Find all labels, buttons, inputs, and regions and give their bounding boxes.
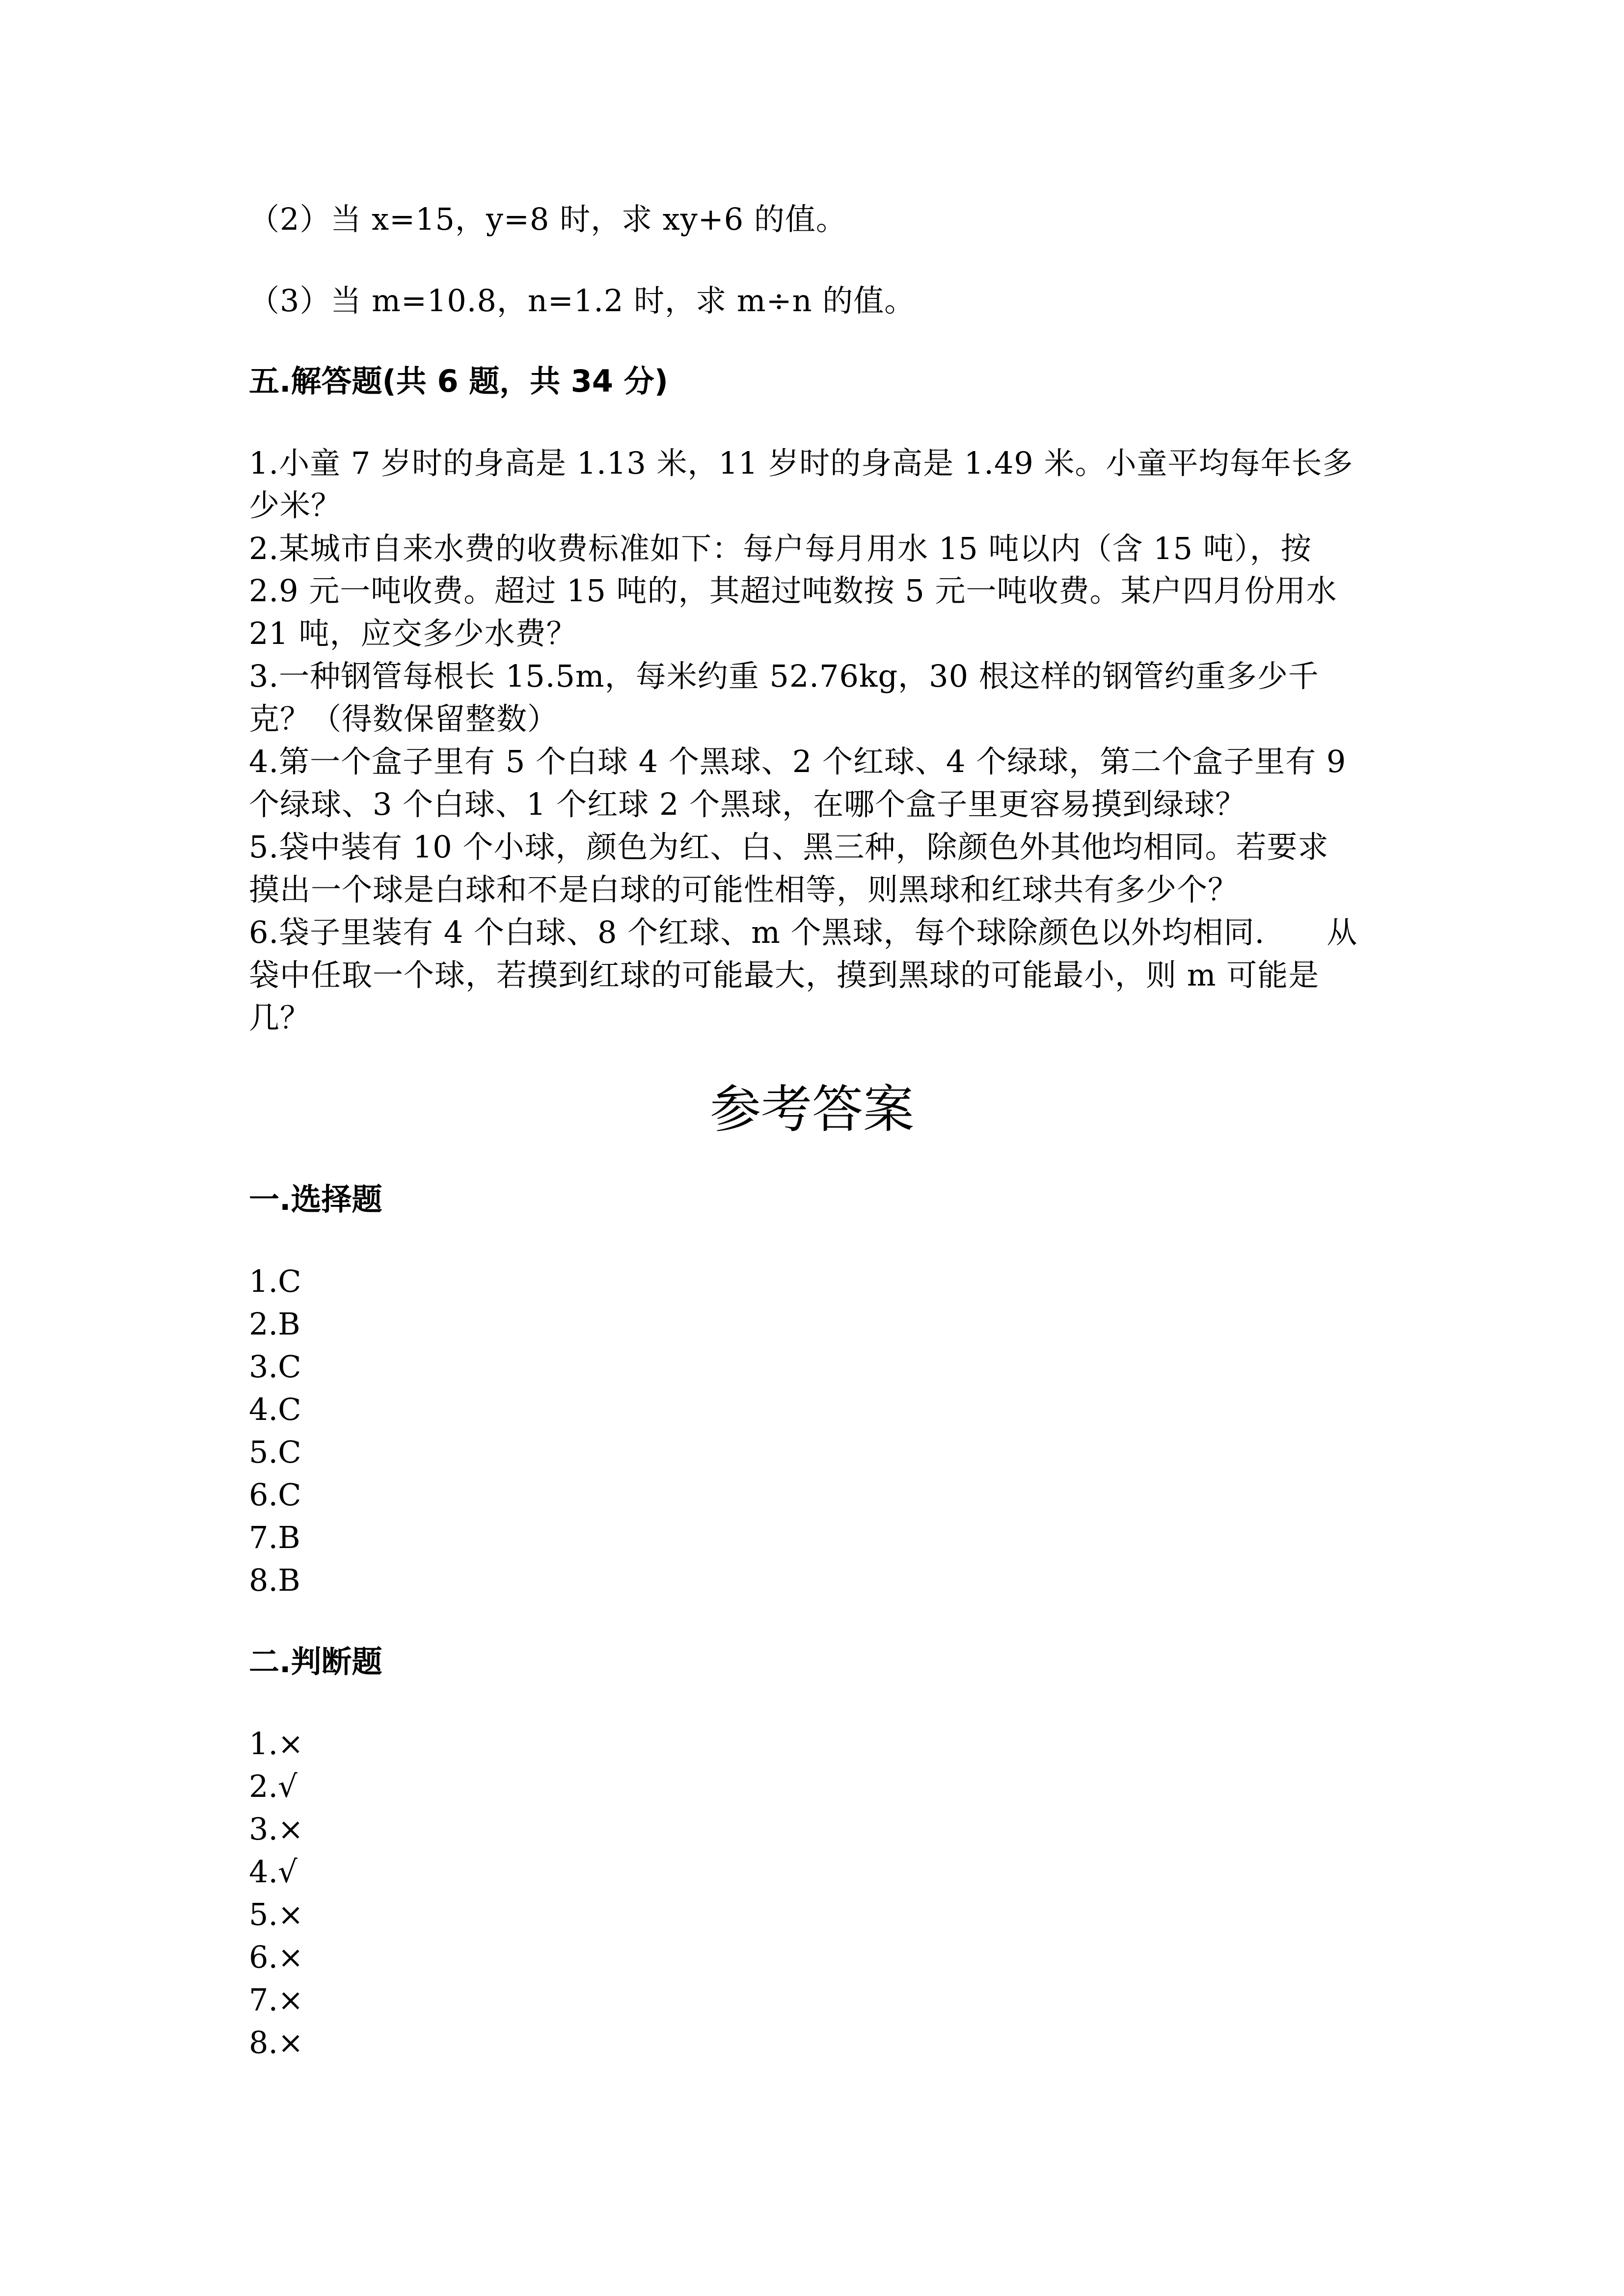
answer-item: 3.C [249, 1349, 301, 1385]
answer-item: 5.× [249, 1896, 304, 1932]
answers-title: 参考答案 [709, 1079, 914, 1139]
answer-item: 6.C [249, 1477, 301, 1513]
part5-line: 个绿球、3 个白球、1 个红球 2 个黑球，在哪个盒子里更容易摸到绿球？ [249, 786, 1246, 822]
answer-item: 4.C [249, 1391, 301, 1427]
answer-item: 1.× [249, 1726, 304, 1762]
part5-line: 3.一种钢管每根长 15.5m，每米约重 52.76kg，30 根这样的钢管约重多少千 [249, 658, 1319, 694]
part5-heading: 五.解答题(共 6 题，共 34 分) [249, 363, 668, 399]
part5-line: 摸出一个球是白球和不是白球的可能性相等，则黑球和红球共有多少个？ [249, 872, 1239, 908]
part5-line: 袋中任取一个球，若摸到红球的可能最大，摸到黑球的可能最小，则 m 可能是 [249, 957, 1320, 993]
part5-line: 2.9 元一吨收费。超过 15 吨的，其超过吨数按 5 元一吨收费。某户四月份用水 [249, 573, 1337, 609]
answer-item: 7.× [249, 1982, 304, 2018]
part5-line: 5.袋中装有 10 个小球，颜色为红、白、黑三种，除颜色外其他均相同。若要求 [249, 829, 1329, 865]
answer-item: 4.√ [249, 1854, 298, 1890]
section2-heading: 二.判断题 [249, 1644, 382, 1680]
part5-line: 21 吨，应交多少水费？ [249, 615, 577, 651]
part5-line: 几？ [249, 1000, 311, 1036]
part5-line: 克？（得数保留整数） [249, 701, 559, 737]
answer-item: 6.× [249, 1939, 304, 1975]
answer-item: 2.B [249, 1306, 300, 1342]
part5-line: 6.袋子里装有 4 个白球、8 个红球、m 个黑球，每个球除颜色以外均相同. 从 [249, 914, 1358, 950]
part4-item-2: （2）当 x=15，y=8 时，求 xy+6 的值。 [249, 201, 847, 237]
answer-item: 1.C [249, 1263, 301, 1299]
part5-line: 少米？ [249, 487, 342, 523]
section1-heading: 一.选择题 [249, 1181, 382, 1217]
answer-item: 3.× [249, 1811, 304, 1847]
answer-item: 2.√ [249, 1768, 298, 1804]
part4-item-3: （3）当 m=10.8，n=1.2 时，求 m÷n 的值。 [249, 283, 916, 319]
answer-item: 7.B [249, 1520, 300, 1555]
part5-line: 1.小童 7 岁时的身高是 1.13 米，11 岁时的身高是 1.49 米。小童平均每年长多 [249, 445, 1353, 481]
answer-item: 8.× [249, 2025, 304, 2060]
answer-item: 5.C [249, 1434, 301, 1470]
answer-item: 8.B [249, 1562, 300, 1598]
part5-line: 4.第一个盒子里有 5 个白球 4 个黑球、2 个红球、4 个绿球，第二个盒子里有 9 [249, 744, 1347, 779]
part5-line: 2.某城市自来水费的收费标准如下：每户每月用水 15 吨以内（含 15 吨），按 [249, 531, 1312, 566]
